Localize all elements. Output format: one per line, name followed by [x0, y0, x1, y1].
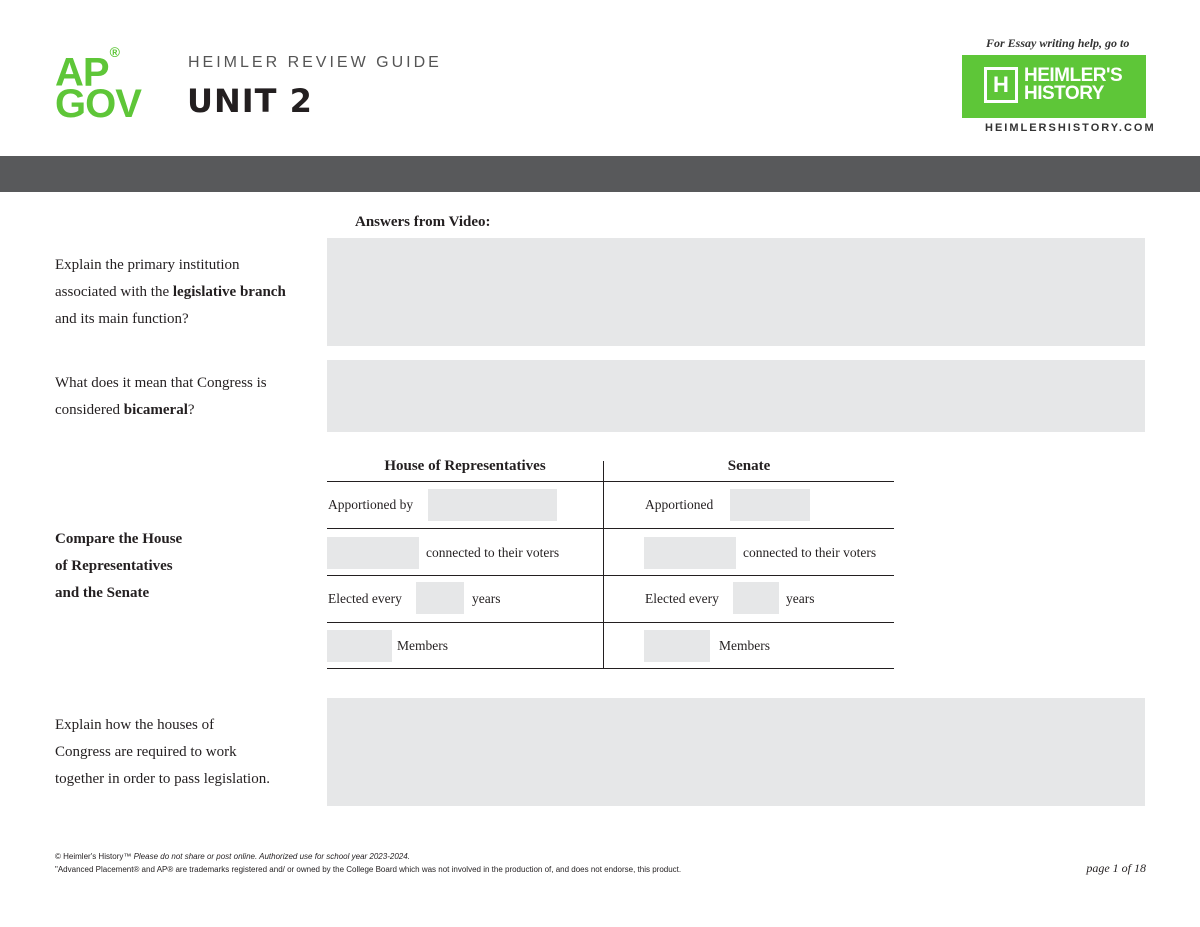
q1-text-post: and its main function? — [55, 311, 189, 327]
q1-bold-legislative: legislative — [172, 284, 237, 300]
q4-line1: Explain how the houses of — [55, 717, 215, 733]
footer-notice: Please do not share or post online. Authorized use for school year 2023-2024. — [133, 852, 410, 861]
q4-line2: Congress are required to work — [55, 744, 237, 760]
senate-connection-blank[interactable] — [644, 537, 736, 569]
brand-line1: HEIMLER'S — [1024, 65, 1123, 86]
house-apportioned-label: Apportioned by — [328, 497, 414, 512]
footer-copyright-mark: © Heimler's History™ — [55, 852, 132, 861]
q1-text-pre: Explain the primary institution associated with the — [55, 257, 240, 300]
essay-help-text: For Essay writing help, go to — [986, 36, 1130, 50]
q2-text-pre: What does it mean that Congress is considered — [55, 375, 267, 418]
house-connected-label: connected to their voters — [426, 545, 560, 560]
answer-box-legislative[interactable] — [327, 238, 1145, 346]
heimlers-history-logo[interactable] — [962, 55, 1146, 118]
q1-bold-branch: branch — [239, 284, 286, 300]
senate-members-blank[interactable] — [644, 630, 710, 662]
table-rule — [327, 668, 894, 669]
q4-line3: together in order to pass legislation. — [55, 771, 270, 787]
table-rule — [327, 528, 894, 529]
table-rule — [327, 481, 894, 482]
answer-box-pass-legislation[interactable] — [327, 698, 1145, 806]
house-members-blank[interactable] — [327, 630, 392, 662]
unit-title: UNIT 2 — [187, 82, 313, 120]
footer-trademark: "Advanced Placement® and AP® are trademarks registered and/ or owned by the College Board which was not involved in the production of, and does not endorse, this product. — [55, 865, 682, 874]
senate-elected-label: Elected every — [645, 591, 719, 606]
q3-line1: Compare the House — [55, 531, 183, 547]
brand-url-link[interactable]: HEIMLERSHISTORY.COM — [985, 122, 1156, 134]
house-apportioned-blank[interactable] — [428, 489, 557, 521]
table-rule — [327, 622, 894, 623]
house-members-label: Members — [397, 638, 448, 653]
ap-gov-logo — [55, 44, 155, 127]
brand-name — [1024, 67, 1122, 103]
h-monogram-icon: H — [984, 67, 1018, 103]
house-years-blank[interactable] — [416, 582, 464, 614]
question-pass-legislation — [55, 712, 270, 793]
question-legislative-branch — [55, 252, 295, 333]
senate-column-header: Senate — [727, 458, 771, 474]
senate-members-label: Members — [719, 638, 770, 653]
house-years-label: years — [472, 591, 501, 606]
footer-copyright — [55, 852, 410, 861]
header-band — [0, 156, 1200, 192]
q3-line2: of Representatives — [55, 558, 173, 574]
logo-registered-mark: ® — [109, 44, 119, 60]
logo-line1: AP — [55, 50, 109, 95]
q2-text-post: ? — [187, 402, 195, 418]
page-number: page 1 of 18 — [1086, 861, 1146, 875]
q3-line3: and the Senate — [55, 585, 150, 601]
house-elected-label: Elected every — [328, 591, 402, 606]
logo-line2: GOV — [55, 82, 141, 127]
senate-apportioned-blank[interactable] — [730, 489, 810, 521]
table-rule — [327, 575, 894, 576]
answers-title: Answers from Video: — [355, 214, 491, 230]
senate-years-label: years — [786, 591, 815, 606]
answer-box-bicameral[interactable] — [327, 360, 1145, 432]
senate-connected-label: connected to their voters — [743, 545, 877, 560]
question-bicameral — [55, 370, 305, 424]
question-compare — [55, 526, 182, 607]
series-title: HEIMLER REVIEW GUIDE — [188, 54, 442, 71]
senate-years-blank[interactable] — [733, 582, 779, 614]
q2-bold-bicameral: bicameral — [123, 402, 188, 418]
table-center-divider — [603, 461, 604, 669]
house-column-header: House of Representatives — [384, 458, 546, 474]
brand-line2: HISTORY — [1024, 83, 1104, 104]
senate-apportioned-label: Apportioned — [645, 497, 714, 512]
house-connection-blank[interactable] — [327, 537, 419, 569]
